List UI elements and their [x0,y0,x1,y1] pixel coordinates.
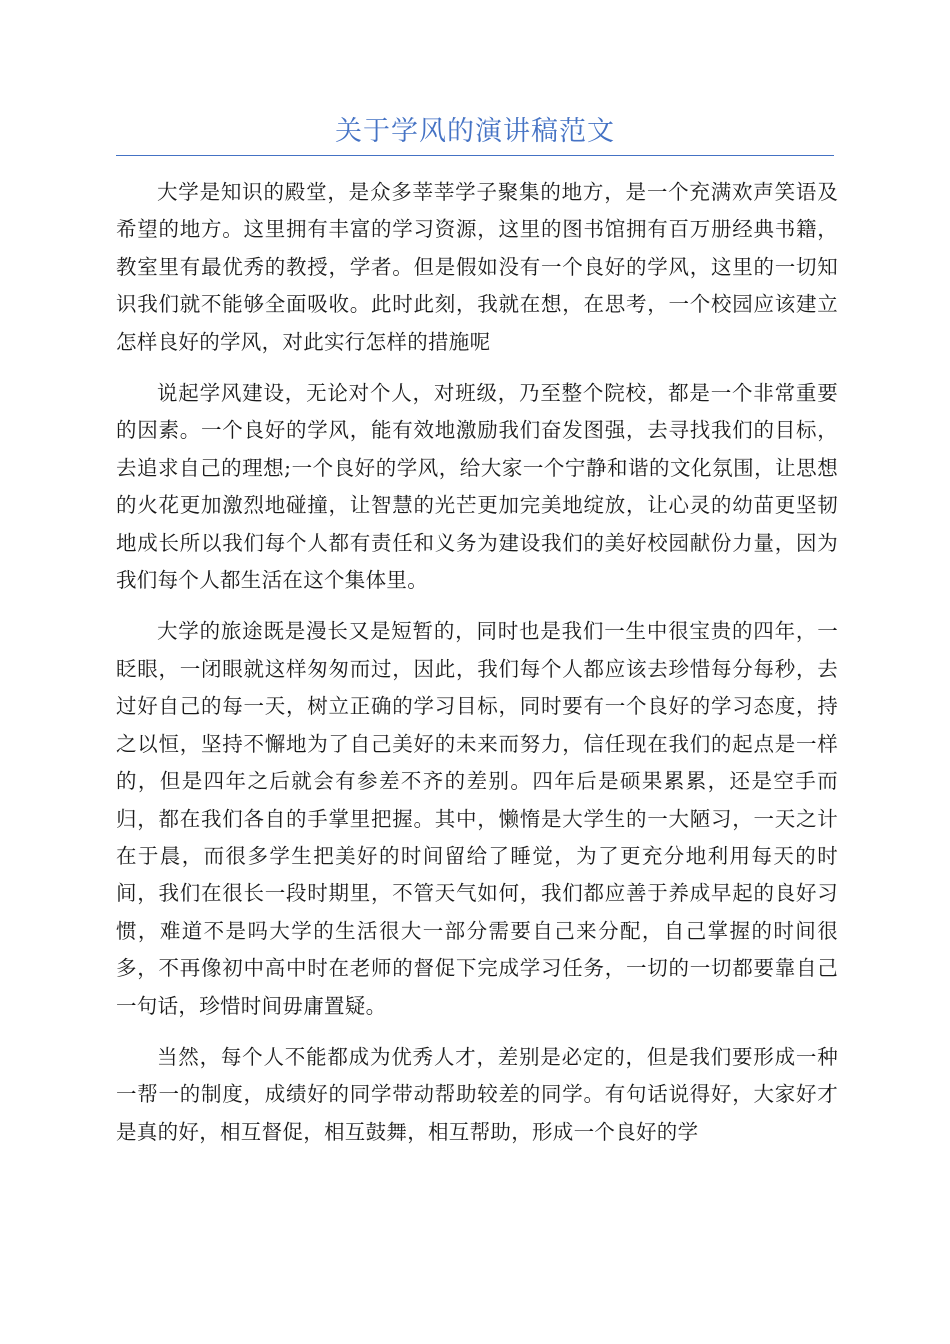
paragraph-3: 大学的旅途既是漫长又是短暂的，同时也是我们一生中很宝贵的四年，一眨眼，一闭眼就这样匆匆而过，因此，我们每个人都应该去珍惜每分每秒，去过好自己的每一天，树立正确的学习目标，同时要有一个良好的学习态度，持之以恒，坚持不懈地为了自己美好的未来而努力，信任现在我们的起点是一样的，但是四年之后就会有参差不齐的差别。四年后是硕果累累，还是空手而归，都在我们各自的手掌里把握。其中，懒惰是大学生的一大陋习，一天之计在于晨，而很多学生把美好的时间留给了睡觉，为了更充分地利用每天的时间，我们在很长一段时期里，不管天气如何，我们都应善于养成早起的良好习惯，难道不是吗大学的生活很大一部分需要自己来分配，自己掌握的时间很多，不再像初中高中时在老师的督促下完成学习任务，一切的一切都要靠自己一句话，珍惜时间毋庸置疑。 [116,619,838,1018]
document-title: 关于学风的演讲稿范文 [335,116,615,147]
paragraph-2: 说起学风建设，无论对个人，对班级，乃至整个院校，都是一个非常重要的因素。一个良好的学风，能有效地激励我们奋发图强，去寻找我们的目标，去追求自己的理想;一个良好的学风，给大家一个宁静和谐的文化氛围，让思想的火花更加激烈地碰撞，让智慧的光芒更加完美地绽放，让心灵的幼苗更坚韧地成长所以我们每个人都有责任和义务为建设我们的美好校园献份力量，因为我们每个人都生活在这个集体里。 [116,381,838,593]
document-body [116,174,838,1165]
paragraph-4: 当然，每个人不能都成为优秀人才，差别是必定的，但是我们要形成一种一帮一的制度，成绩好的同学带动帮助较差的同学。有句话说得好，大家好才是真的好，相互督促，相互鼓舞，相互帮助，形成一个良好的学 [116,1044,838,1144]
title-underline [116,155,834,156]
paragraph-1: 大学是知识的殿堂，是众多莘莘学子聚集的地方，是一个充满欢声笑语及希望的地方。这里拥有丰富的学习资源，这里的图书馆拥有百万册经典书籍，教室里有最优秀的教授，学者。但是假如没有一个良好的学风，这里的一切知识我们就不能够全面吸收。此时此刻，我就在想，在思考，一个校园应该建立怎样良好的学风，对此实行怎样的措施呢 [116,180,838,354]
